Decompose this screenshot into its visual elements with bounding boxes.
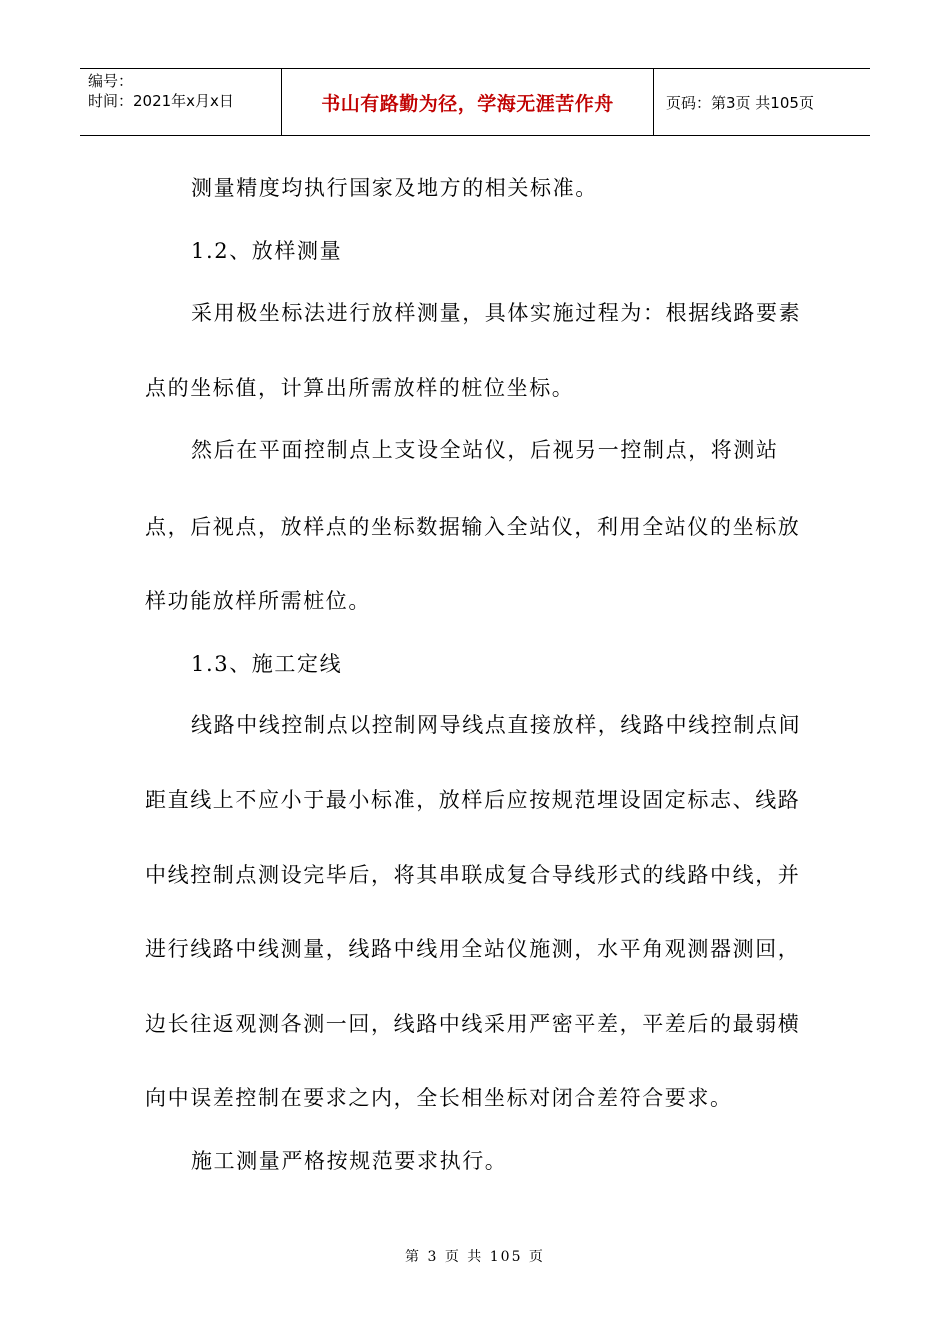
page-header bbox=[80, 68, 870, 136]
header-page-cell bbox=[654, 69, 870, 135]
header-motto-cell bbox=[282, 69, 654, 135]
header-motto: 书山有路勤为径，学海无涯苦作舟 bbox=[321, 92, 614, 115]
section-heading: 1.3、施工定线 bbox=[191, 652, 343, 676]
body-line: 距直线上不应小于最小标准，放样后应按规范埋设固定标志、线路 bbox=[145, 788, 801, 812]
body-line: 边长往返观测各测一回，线路中线采用严密平差，平差后的最弱横 bbox=[145, 1012, 801, 1036]
body-line: 向中误差控制在要求之内，全长相坐标对闭合差符合要求。 bbox=[145, 1086, 733, 1110]
body-line: 测量精度均执行国家及地方的相关标准。 bbox=[191, 176, 598, 200]
date-label: 时间：2021年x月x日 bbox=[88, 92, 234, 110]
doc-number-label: 编号： bbox=[88, 72, 134, 90]
header-page-number: 页码：第3页 共105页 bbox=[666, 93, 814, 112]
section-heading: 1.2、放样测量 bbox=[191, 239, 343, 263]
body-line: 点，后视点，放样点的坐标数据输入全站仪，利用全站仪的坐标放 bbox=[145, 515, 801, 539]
page-footer: 第 3 页 共 105 页 bbox=[405, 1249, 545, 1265]
body-line: 中线控制点测设完毕后，将其串联成复合导线形式的线路中线，并 bbox=[145, 863, 801, 887]
body-line: 进行线路中线测量，线路中线用全站仪施测，水平角观测器测回， bbox=[145, 937, 801, 961]
body-line: 点的坐标值，计算出所需放样的桩位坐标。 bbox=[145, 376, 575, 400]
body-line: 然后在平面控制点上支设全站仪，后视另一控制点，将测站 bbox=[191, 438, 779, 462]
body-line: 采用极坐标法进行放样测量，具体实施过程为：根据线路要素 bbox=[191, 301, 802, 325]
body-line: 样功能放样所需桩位。 bbox=[145, 589, 371, 613]
header-meta bbox=[80, 69, 282, 135]
body-line: 施工测量严格按规范要求执行。 bbox=[191, 1149, 508, 1173]
body-line: 线路中线控制点以控制网导线点直接放样，线路中线控制点间 bbox=[191, 713, 802, 737]
